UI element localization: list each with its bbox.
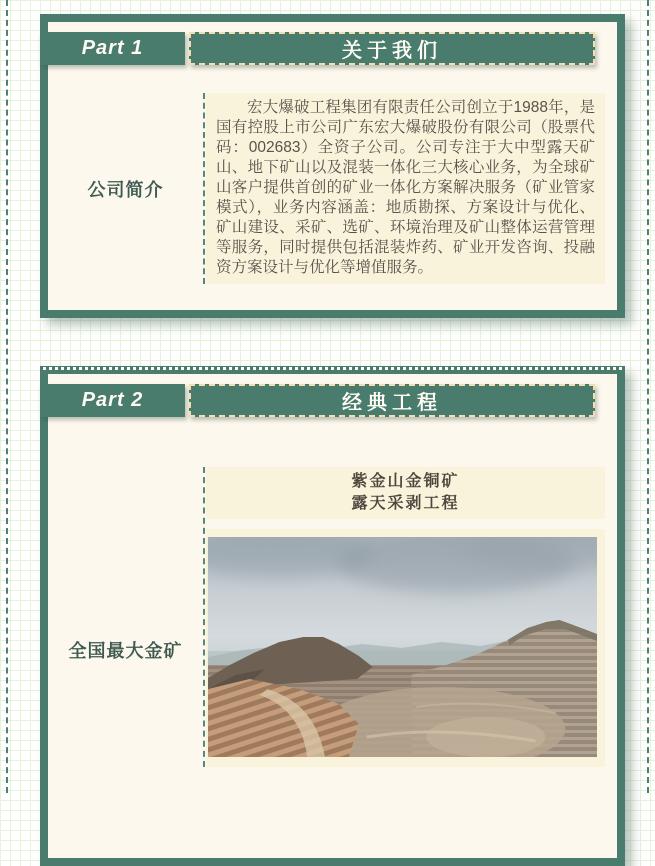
section1-header [48, 32, 617, 65]
section-projects-panel [40, 366, 625, 866]
section1-label-column [48, 93, 203, 284]
section2-content-column [203, 467, 605, 767]
project-title-line2: 露天采剥工程 [351, 495, 460, 512]
project-title-block [206, 467, 605, 519]
section1-title: 关于我们 [189, 32, 595, 65]
section1-content-column [203, 93, 605, 284]
mine-photo-block [206, 529, 605, 767]
section2-header [48, 384, 617, 417]
part2-badge: Part 2 [40, 384, 185, 417]
largest-gold-mine-label: 全国最大金矿 [68, 641, 183, 661]
company-intro-text: 宏大爆破工程集团有限责任公司创立于1988年，是国有控股上市公司广东宏大爆破股份有限公司（股票代码：002683）全资子公司。公司专注于大中型露天矿山、地下矿山以及混装一体化三大核心业务，为全球矿山客户提供首创的矿业一体化方案解决服务（矿业管家模式），业务内容涵盖：地质勘探、方案设计与优化、矿山建设、采矿、选矿、环境治理及矿山整体运营管理等服务，同时提供包括混装炸药、矿业开发咨询、投融资方案设计与优化等增值服务。 [216, 99, 595, 276]
section2-body [48, 467, 617, 767]
company-intro-paragraph-block [206, 93, 605, 284]
section2-label-column [48, 467, 203, 767]
panel2-dotted-divider [43, 367, 622, 370]
project-title-line1: 紫金山金铜矿 [351, 473, 460, 490]
left-margin-dashed-line [6, 0, 8, 793]
section1-body [48, 93, 617, 284]
company-profile-label: 公司简介 [87, 179, 164, 200]
open-pit-mine-photo [208, 537, 597, 757]
right-margin-dashed-line [647, 0, 649, 793]
section2-title: 经典工程 [189, 384, 595, 417]
section-about-panel [40, 14, 625, 318]
part1-badge: Part 1 [40, 32, 185, 65]
block-gap [205, 519, 605, 529]
